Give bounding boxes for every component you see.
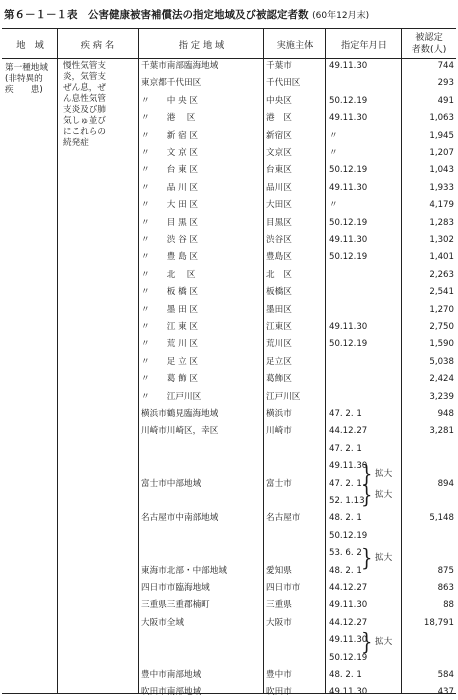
row-20-entity: 横浜市	[266, 409, 292, 419]
rule-col-1	[57, 28, 58, 693]
row-5-date: 〃	[329, 148, 338, 158]
brace-fuji: }	[361, 481, 373, 509]
row-19-area: 〃 江戸川区	[141, 391, 202, 402]
row-8-date: 〃	[329, 200, 338, 211]
row-27-date: 50.12.19	[329, 530, 368, 541]
region-label-2: (非特異的	[5, 74, 43, 84]
row-17-count: 5,038	[429, 356, 454, 367]
row-23-date: 49.11.30	[329, 461, 368, 472]
row-24-date: 47. 2. 1	[329, 478, 362, 489]
row-14-area: 〃 墨 田 区	[141, 304, 199, 315]
row-0-area: 千葉市南部臨海地域	[141, 61, 219, 71]
row-8-entity: 大田区	[266, 200, 292, 211]
header-date: 指定年月日	[341, 40, 387, 51]
row-22-date: 47. 2. 1	[329, 443, 362, 454]
row-21-area: 川崎市川崎区，幸区	[141, 426, 219, 437]
disease-line-7: にこれらの	[63, 127, 106, 137]
row-21-count: 3,281	[429, 426, 454, 437]
row-35-entity: 豊中市	[266, 670, 292, 680]
row-20-area: 横浜市鶴見臨海地域	[141, 409, 219, 419]
row-11-area: 〃 豊 島 区	[141, 252, 199, 263]
row-6-area: 〃 台 東 区	[141, 165, 199, 176]
row-10-entity: 渋谷区	[266, 235, 292, 245]
row-26-entity: 名古屋市	[266, 513, 301, 524]
rule-col-4	[325, 28, 326, 693]
rule-top	[2, 28, 456, 29]
row-13-entity: 板橋区	[266, 287, 292, 298]
row-2-area: 〃 中 央 区	[141, 95, 199, 106]
row-4-area: 〃 新 宿 区	[141, 130, 199, 141]
row-36-count: 437	[437, 687, 454, 698]
row-5-count: 1,207	[429, 148, 454, 158]
row-4-entity: 新宿区	[266, 130, 292, 141]
disease-line-8: 続発症	[63, 138, 89, 148]
row-29-area: 東海市北部・中部地域	[141, 565, 227, 576]
row-20-date: 47. 2. 1	[329, 409, 362, 419]
row-14-count: 1,270	[429, 304, 454, 315]
row-18-count: 2,424	[429, 374, 454, 385]
row-29-count: 875	[437, 565, 454, 576]
row-30-count: 863	[437, 583, 454, 593]
row-18-entity: 葛飾区	[266, 374, 292, 385]
row-19-entity: 江戸川区	[266, 391, 301, 402]
row-4-count: 1,945	[429, 130, 454, 141]
header-count-line1: 被認定	[415, 32, 443, 43]
header-entity: 実施主体	[276, 40, 314, 51]
row-2-count: 491	[437, 95, 454, 106]
row-6-entity: 台東区	[266, 165, 292, 176]
row-25-date: 52. 1.13	[329, 496, 365, 506]
row-20-count: 948	[437, 409, 454, 419]
row-36-date: 49.11.30	[329, 687, 368, 698]
title-unit: (60年12月末)	[312, 11, 370, 21]
row-31-date: 49.11.30	[329, 600, 368, 611]
row-11-entity: 豊島区	[266, 252, 292, 263]
row-34-date: 50.12.19	[329, 652, 368, 663]
region-label-3: 疾 患)	[5, 85, 43, 95]
row-5-entity: 文京区	[266, 148, 292, 158]
disease-line-1: 慢性気管支	[63, 61, 106, 71]
row-30-area: 四日市市臨海地域	[141, 583, 210, 593]
row-31-entity: 三重県	[266, 600, 292, 611]
row-26-count: 5,148	[429, 513, 454, 524]
row-1-entity: 千代田区	[266, 78, 301, 89]
row-6-count: 1,043	[429, 165, 454, 176]
row-24-entity: 富士市	[266, 478, 292, 489]
region-label-1: 第一種地域	[5, 63, 48, 73]
row-9-area: 〃 目 黒 区	[141, 217, 199, 228]
header-count-line2: 者数(人)	[411, 44, 447, 55]
row-12-area: 〃 北 区	[141, 269, 196, 280]
row-13-area: 〃 板 橋 区	[141, 287, 199, 298]
brace-nagoya: }	[361, 544, 373, 572]
row-19-count: 3,239	[429, 391, 454, 402]
row-32-count: 18,791	[423, 617, 454, 628]
row-26-area: 名古屋市中南部地域	[141, 513, 219, 524]
row-8-count: 4,179	[429, 200, 454, 211]
row-29-entity: 愛知県	[266, 565, 292, 576]
row-9-date: 50.12.19	[329, 217, 368, 228]
title-main: 第６－１－１表 公害健康被害補償法の指定地域及び被認定者数	[4, 9, 309, 21]
row-3-count: 1,063	[429, 113, 454, 124]
header-region: 地 域	[16, 40, 44, 51]
row-17-entity: 足立区	[266, 356, 292, 367]
row-9-count: 1,283	[429, 217, 454, 228]
row-16-entity: 荒川区	[266, 339, 292, 350]
row-17-area: 〃 足 立 区	[141, 356, 199, 367]
expansion-label-osaka: 拡大	[375, 637, 393, 647]
row-28-date: 53. 6. 2	[329, 548, 362, 559]
row-32-date: 44.12.27	[329, 617, 368, 628]
row-31-area: 三重県三重郡楠町	[141, 600, 210, 611]
row-36-area: 吹田市南部地域	[141, 687, 202, 698]
row-0-date: 49.11.30	[329, 61, 368, 71]
row-9-entity: 目黒区	[266, 217, 292, 228]
row-16-date: 50.12.19	[329, 339, 368, 350]
row-7-count: 1,933	[429, 182, 454, 193]
row-0-entity: 千葉市	[266, 61, 292, 71]
row-32-entity: 大阪市	[266, 617, 292, 628]
expansion-label-kawasaki: 拡大	[375, 469, 393, 479]
rule-header-bottom	[2, 58, 456, 59]
row-35-count: 584	[437, 670, 454, 680]
brace-kawasaki: }	[361, 460, 373, 488]
row-10-date: 49.11.30	[329, 235, 368, 245]
row-32-area: 大阪市全域	[141, 617, 184, 628]
row-15-count: 2,750	[429, 322, 454, 332]
header-disease: 疾 病 名	[80, 40, 115, 51]
header-area: 指 定 地 域	[178, 40, 225, 51]
row-14-entity: 墨田区	[266, 304, 292, 315]
row-12-count: 2,263	[429, 269, 454, 280]
row-2-date: 50.12.19	[329, 95, 368, 106]
row-2-entity: 中央区	[266, 95, 292, 106]
row-4-date: 〃	[329, 130, 338, 141]
row-24-count: 894	[437, 478, 454, 489]
rule-col-2	[138, 28, 139, 693]
row-11-count: 1,401	[429, 252, 454, 263]
expansion-label-fuji: 拡大	[375, 490, 393, 500]
disease-line-3: ぜん息，ぜ	[63, 83, 106, 93]
row-3-date: 49.11.30	[329, 113, 368, 124]
row-35-area: 豊中市南部地域	[141, 670, 202, 680]
row-7-date: 49.11.30	[329, 182, 368, 193]
row-16-count: 1,590	[429, 339, 454, 350]
row-12-entity: 北 区	[266, 269, 292, 280]
row-15-entity: 江東区	[266, 322, 292, 332]
row-24-area: 富士市中部地域	[141, 478, 202, 489]
row-15-area: 〃 江 東 区	[141, 322, 199, 332]
row-29-date: 48. 2. 1	[329, 565, 362, 576]
row-30-date: 44.12.27	[329, 583, 368, 593]
row-11-date: 50.12.19	[329, 252, 368, 263]
row-35-date: 48. 2. 1	[329, 670, 362, 680]
row-36-entity: 吹田市	[266, 687, 292, 698]
row-3-area: 〃 港 区	[141, 113, 196, 124]
disease-line-5: 支炎及び肺	[63, 105, 106, 115]
rule-col-3	[263, 28, 264, 693]
table-title	[4, 7, 369, 22]
row-7-entity: 品川区	[266, 182, 292, 193]
row-15-date: 49.11.30	[329, 322, 368, 332]
row-8-area: 〃 大 田 区	[141, 200, 199, 211]
brace-osaka: }	[361, 628, 373, 656]
row-1-area: 東京都千代田区	[141, 78, 202, 89]
disease-line-4: ん息性気管	[63, 94, 106, 104]
row-5-area: 〃 文 京 区	[141, 148, 199, 158]
row-21-date: 44.12.27	[329, 426, 368, 437]
row-10-area: 〃 渋 谷 区	[141, 235, 199, 245]
row-16-area: 〃 荒 川 区	[141, 339, 199, 350]
row-26-date: 48. 2. 1	[329, 513, 362, 524]
row-33-date: 49.11.30	[329, 635, 368, 646]
row-10-count: 1,302	[429, 235, 454, 245]
expansion-label-nagoya: 拡大	[375, 553, 393, 563]
row-18-area: 〃 葛 飾 区	[141, 374, 199, 385]
disease-line-2: 炎，気管支	[63, 72, 106, 82]
row-3-entity: 港 区	[266, 113, 292, 124]
row-1-count: 293	[437, 78, 454, 89]
row-13-count: 2,541	[429, 287, 454, 298]
row-0-count: 744	[437, 61, 454, 71]
row-31-count: 88	[443, 600, 454, 611]
row-30-entity: 四日市市	[266, 583, 301, 593]
disease-line-6: 気しゅ並び	[63, 116, 106, 126]
row-7-area: 〃 品 川 区	[141, 182, 199, 193]
row-21-entity: 川崎市	[266, 426, 292, 437]
row-6-date: 50.12.19	[329, 165, 368, 176]
